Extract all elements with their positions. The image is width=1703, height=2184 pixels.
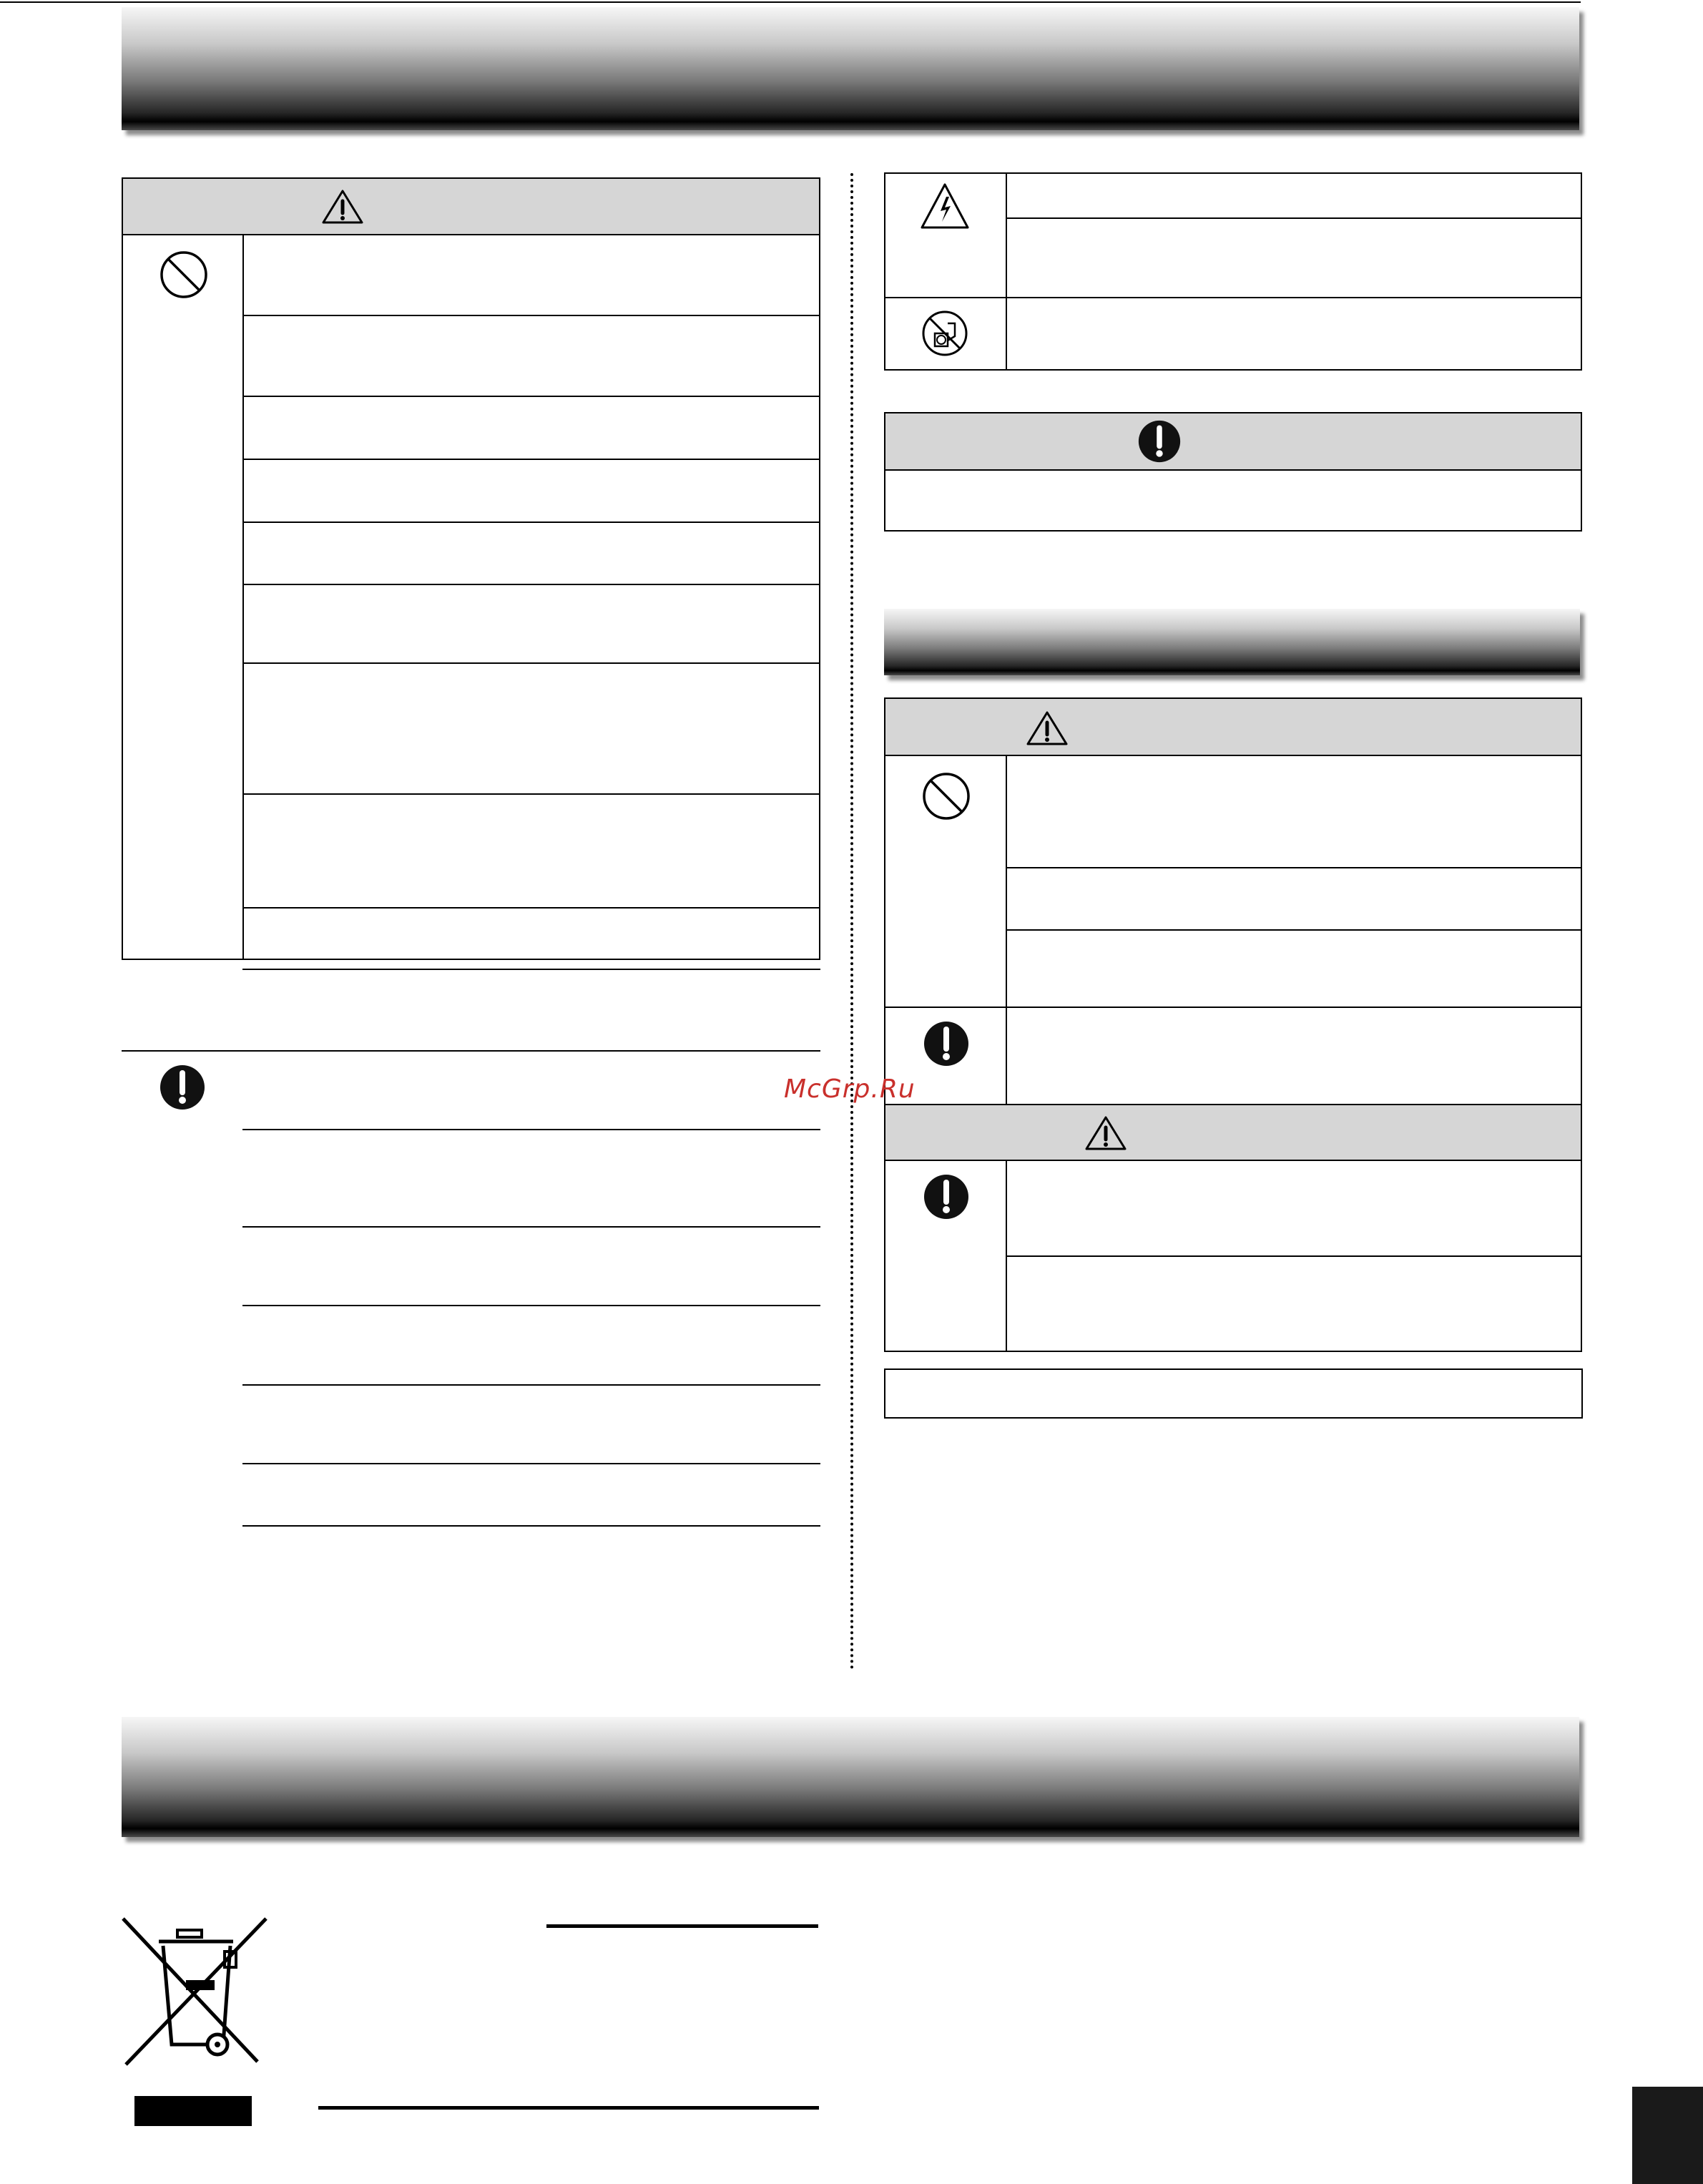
left-table-icon-divider <box>242 234 244 960</box>
right-warning-table <box>884 755 1582 1352</box>
right-notice-box <box>884 469 1582 532</box>
right-row-divider <box>1006 929 1582 931</box>
mandatory-exclamation-icon <box>923 1173 970 1220</box>
prohibition-icon <box>921 771 971 821</box>
caution-triangle-icon <box>1084 1115 1127 1151</box>
left-row-divider <box>242 1384 820 1386</box>
right-warning-header <box>884 697 1582 756</box>
left-row-divider <box>242 1463 820 1464</box>
left-row-divider <box>242 1226 820 1228</box>
right-caution-header <box>884 1104 1582 1161</box>
electric-shock-warning-icon <box>920 182 970 230</box>
warning-triangle-icon <box>1026 710 1069 746</box>
right-row-divider <box>1006 1255 1582 1257</box>
left-row-divider <box>242 907 820 909</box>
left-group-divider <box>122 1050 820 1052</box>
watermark: McGrp.Ru <box>784 1074 916 1104</box>
left-row-divider <box>242 315 820 316</box>
right-note-box <box>884 1368 1583 1419</box>
left-row-divider <box>242 584 820 585</box>
left-row-divider <box>242 662 820 664</box>
left-row-divider <box>242 1525 820 1527</box>
right-row-divider <box>1006 867 1582 868</box>
mandatory-exclamation-icon <box>1137 419 1182 464</box>
left-row-divider <box>242 969 820 970</box>
right-top-icon-divider <box>1006 172 1007 371</box>
left-warning-table <box>122 234 820 960</box>
left-warning-header <box>122 177 820 235</box>
right-notice-header <box>884 412 1582 471</box>
column-divider <box>850 173 853 1670</box>
disposal-rule-bottom <box>318 2106 819 2110</box>
left-row-divider <box>242 396 820 397</box>
warning-triangle-icon <box>321 189 364 225</box>
section-banner-bottom <box>122 1717 1579 1837</box>
crossed-out-wheelie-bin-icon <box>119 1914 269 2070</box>
right-top-table <box>884 172 1582 371</box>
mandatory-exclamation-icon <box>923 1020 970 1067</box>
disposal-rule-top <box>546 1924 818 1928</box>
left-row-divider <box>242 521 820 523</box>
right-top-row-divider <box>1006 217 1582 219</box>
left-row-divider <box>242 1305 820 1306</box>
do-not-touch-fan-icon <box>921 309 969 358</box>
left-row-divider <box>242 793 820 795</box>
top-rule <box>0 1 1581 3</box>
page-tab <box>1632 2087 1703 2184</box>
section-banner-right <box>884 609 1580 675</box>
mandatory-exclamation-icon <box>159 1064 206 1111</box>
section-banner-top <box>122 7 1579 130</box>
disposal-bar <box>134 2096 252 2126</box>
right-group-divider <box>884 1007 1582 1008</box>
left-row-divider <box>242 1129 820 1130</box>
left-row-divider <box>242 459 820 460</box>
right-top-group-divider <box>884 297 1582 298</box>
prohibition-icon <box>159 250 209 300</box>
